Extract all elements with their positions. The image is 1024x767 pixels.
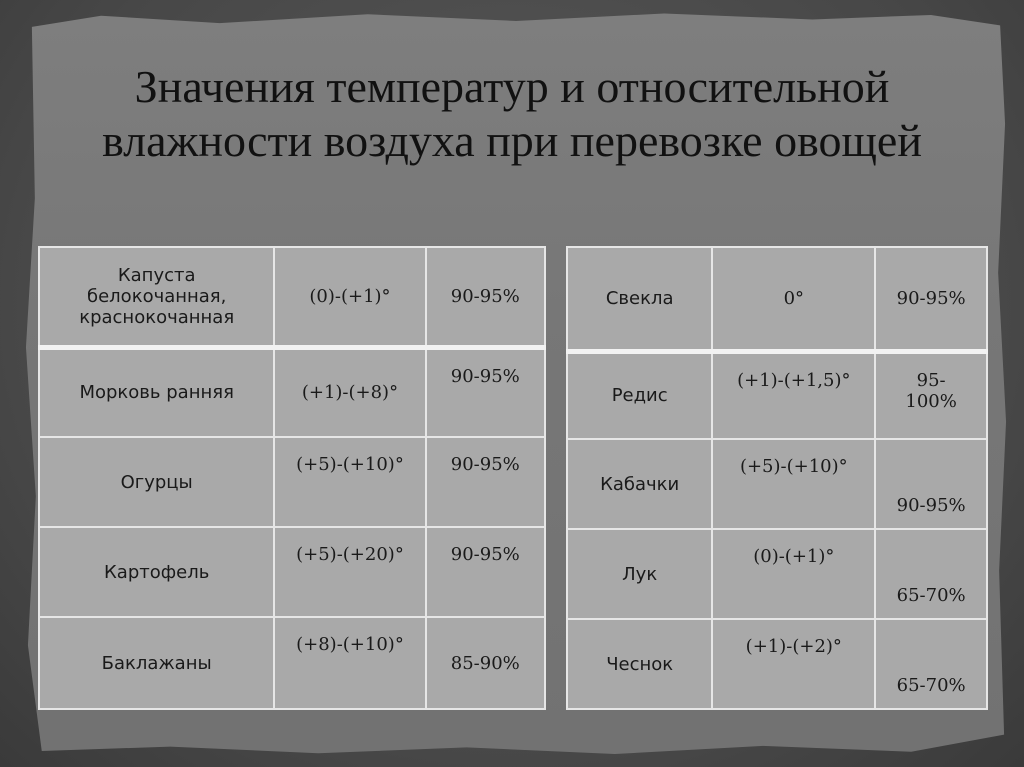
table-row bbox=[567, 351, 987, 439]
temperature-cell: (+8)-(+10)° bbox=[274, 617, 425, 709]
left-table bbox=[38, 246, 546, 710]
humidity-cell: 90-95% bbox=[875, 247, 987, 351]
humidity-cell: 85-90% bbox=[426, 617, 545, 709]
table-row bbox=[567, 529, 987, 619]
vegetable-name-cell: Картофель bbox=[39, 527, 274, 617]
table-row bbox=[39, 617, 545, 709]
temperature-cell: (+5)-(+10)° bbox=[274, 437, 425, 527]
table-row bbox=[39, 527, 545, 617]
humidity-cell: 90-95% bbox=[426, 527, 545, 617]
vegetable-name-cell: Капуста белокочанная, краснокочанная bbox=[39, 247, 274, 347]
table-row bbox=[567, 247, 987, 351]
table-row bbox=[39, 347, 545, 437]
temperature-cell: (+1)-(+1,5)° bbox=[712, 351, 875, 439]
vegetable-name-cell: Кабачки bbox=[567, 439, 712, 529]
temperature-cell: (0)-(+1)° bbox=[274, 247, 425, 347]
humidity-cell: 90-95% bbox=[426, 347, 545, 437]
vegetable-name-cell: Лук bbox=[567, 529, 712, 619]
vegetable-name-cell: Баклажаны bbox=[39, 617, 274, 709]
temperature-cell: (+5)-(+10)° bbox=[712, 439, 875, 529]
vegetable-name-cell: Огурцы bbox=[39, 437, 274, 527]
temperature-cell: (+5)-(+20)° bbox=[274, 527, 425, 617]
humidity-cell: 95-100% bbox=[875, 351, 987, 439]
humidity-cell: 90-95% bbox=[426, 247, 545, 347]
humidity-cell: 90-95% bbox=[426, 437, 545, 527]
right-table bbox=[566, 246, 988, 710]
humidity-cell: 65-70% bbox=[875, 619, 987, 709]
vegetable-name-cell: Свекла bbox=[567, 247, 712, 351]
slide-title: Значения температур и относительной влажности воздуха при перевозке овощей bbox=[102, 61, 922, 166]
vegetable-name-cell: Морковь ранняя bbox=[39, 347, 274, 437]
humidity-cell: 90-95% bbox=[875, 439, 987, 529]
table-row bbox=[39, 437, 545, 527]
table-row bbox=[567, 619, 987, 709]
vegetable-name-cell: Редис bbox=[567, 351, 712, 439]
temperature-cell: (+1)-(+8)° bbox=[274, 347, 425, 437]
humidity-cell: 65-70% bbox=[875, 529, 987, 619]
temperature-cell: (+1)-(+2)° bbox=[712, 619, 875, 709]
table-row bbox=[39, 247, 545, 347]
temperature-cell: (0)-(+1)° bbox=[712, 529, 875, 619]
vegetable-name-cell: Чеснок bbox=[567, 619, 712, 709]
table-row bbox=[567, 439, 987, 529]
temperature-cell: 0° bbox=[712, 247, 875, 351]
